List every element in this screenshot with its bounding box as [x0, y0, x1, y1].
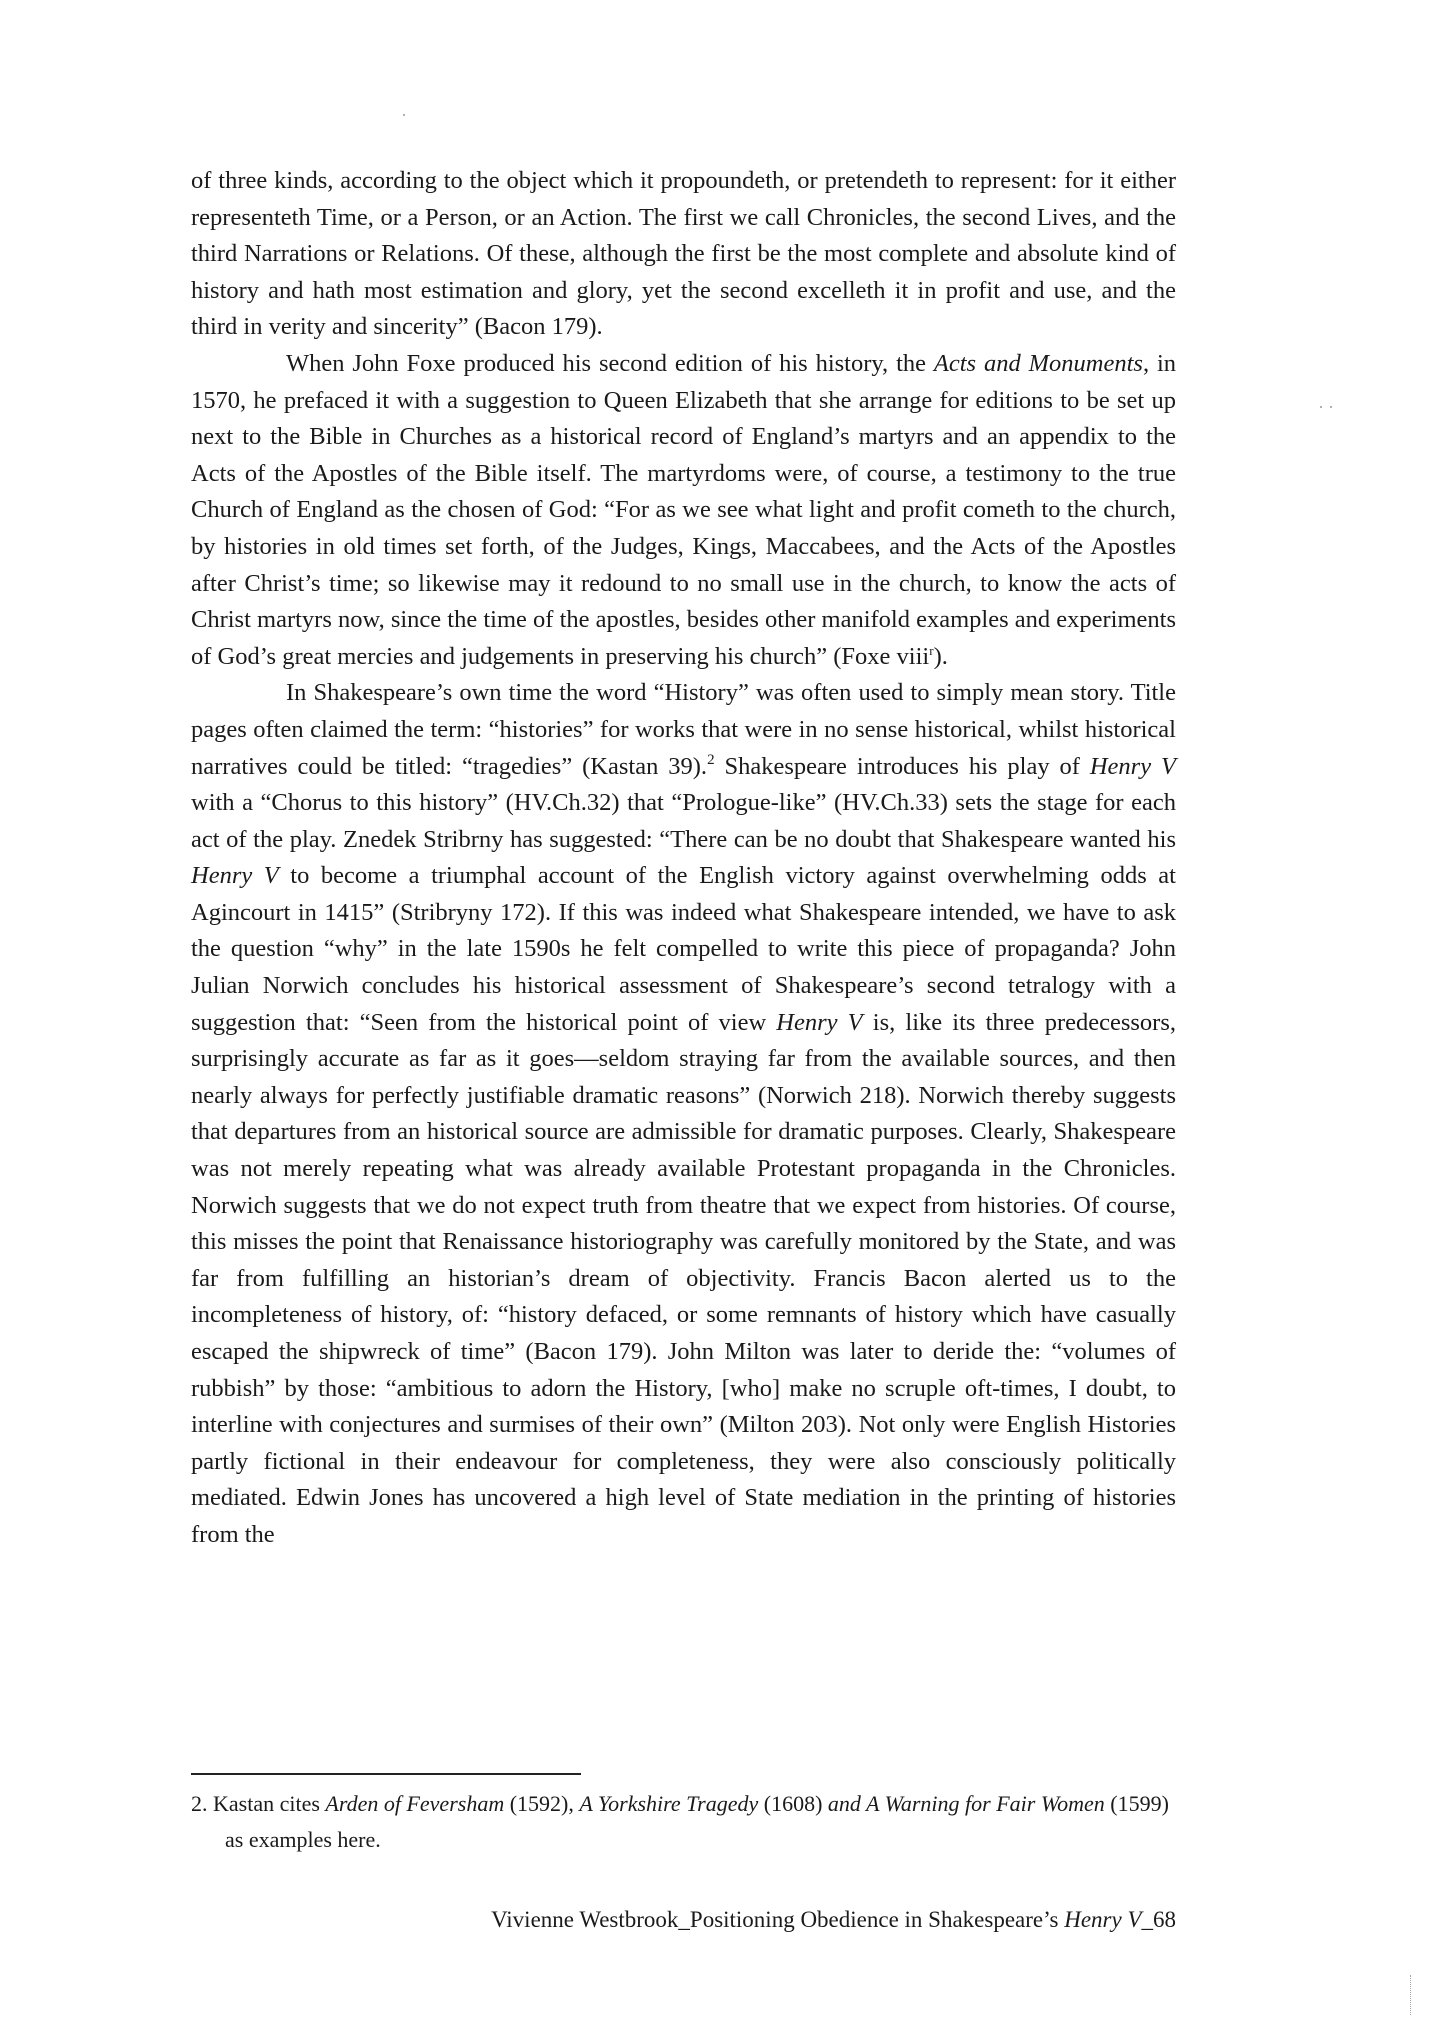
running-footer [491, 1905, 1176, 1935]
text-run: (1592), [504, 1791, 580, 1816]
paragraph-1: of three kinds, according to the object which it propoundeth, or pretendeth to represent: for it either representeth Time, or a Person, or an Action. The first we call Chronicles, the second Lives, and the third Narrations or Relations. Of these, although the first be the most complete and absolute kind of history and hath most estimation and glory, yet the second excelleth it in profit and use, and the third in verity and sincerity” (Bacon 179). [191, 167, 1176, 341]
footnote-divider [191, 1773, 581, 1775]
footnote [191, 1786, 1176, 1858]
footer-text: Vivienne Westbrook_Positioning Obedience in Shakespeare’s [491, 1907, 1065, 1932]
scan-speck [1330, 406, 1332, 408]
text-run: , in 1570, he prefaced it with a suggestion to Queen Elizabeth that she arrange for editions to be set up next to the Bible in Churches as a historical record of England’s martyrs and an appendix to the Acts of the Apostles of the Bible itself. The martyrdoms were, of course, a testimony to the true Church of England as the chosen of God: “For as we see what light and profit cometh to the church, by histories in old times set forth, of the Judges, Kings, Maccabees, and the Acts of the Apostles after Christ’s time; so likewise may it redound to no small use in the church, to know the acts of Christ martyrs now, since the time of the apostles, besides other manifold examples and experiments of God’s great mercies and judgements in preserving his church” (Foxe viii [191, 349, 1177, 670]
text-run: In Shakespeare’s own time the word “History” was often used to simply mean story. Title pages often claimed the term: “histories” for works that were in no sense historical, whilst historical narratives could be titled: “tragedies” (Kastan 39). [191, 679, 1176, 780]
italic-title: Acts and Monuments [933, 349, 1143, 377]
paragraph-3 [191, 675, 1176, 1553]
text-run: ). [933, 642, 948, 670]
text-run: to become a triumphal account of the English victory against overwhelming odds at Agincourt in 1415” (Stribryny 172). If this was indeed what Shakespeare intended, we have to ask the question “why” in the late 1590s he felt compelled to write this piece of propaganda? John Julian Norwich concludes his historical assessment of Shakespeare’s second tetralogy with a suggestion that: “Seen from the historical point of view [191, 862, 1176, 1036]
text-run: Kastan cites [207, 1791, 326, 1816]
italic-title: A Yorkshire Tragedy [579, 1791, 759, 1816]
text-run: is, like its three predecessors, surprisingly accurate as far as it goes—seldom straying far from the available sources, and then nearly always for perfectly justifiable dramatic reasons” (Norwich 218). Norwich thereby suggests that departures from an historical source are admissible for dramatic purposes. Clearly, Shakespeare was not merely repeating what was already available Protestant propaganda in the Chronicles. Norwich suggests that we do not expect truth from theatre that we expect from histories. Of course, this misses the point that Renaissance historiography was carefully monitored by the State, and was far from fulfilling an historian’s dream of objectivity. Francis Bacon alerted us to the incompleteness of history, of: “history defaced, or some remnants of history which have casually escaped the shipwreck of time” (Bacon 179). John Milton was later to deride the: “volumes of rubbish” by those: “ambitious to adorn the History, [who] make no scruple oft-times, I doubt, to interline with conjectures and surmises of their own” (Milton 203). Not only were English Histories partly fictional in their endeavour for completeness, they were also consciously politically mediated. Edwin Jones has uncovered a high level of State mediation in the printing of histories from the [191, 1008, 1176, 1548]
scan-speck [1320, 406, 1322, 408]
text-run: When John Foxe produced his second edition of his history, the [286, 349, 934, 377]
scan-speck [403, 114, 405, 116]
text-run: (1599) as examples here. [225, 1791, 1169, 1852]
text-run: with a “Chorus to this history” (HV.Ch.32) that “Prologue-like” (HV.Ch.33) sets the stage for each act of the play. Znedek Stribrny has suggested: “There can be no doubt that Shakespeare wanted his [191, 789, 1176, 853]
footnote-number: 2. [191, 1791, 208, 1816]
body-text [191, 163, 1176, 1554]
footer-italic-title: Henry V [1064, 1907, 1142, 1932]
page-number: _68 [1141, 1907, 1176, 1932]
paragraph-2 [191, 346, 1176, 675]
italic-title: Henry V [1089, 752, 1176, 780]
italic-title: and A Warning for Fair Women [827, 1791, 1105, 1816]
text-run: Shakespeare introduces his play of [714, 752, 1090, 780]
superscript: r [929, 642, 934, 658]
text-run: (1608) [758, 1791, 828, 1816]
footnote-reference: 2 [707, 751, 715, 768]
italic-title: Henry V [776, 1008, 863, 1036]
italic-title: Arden of Feversham [325, 1791, 505, 1816]
italic-title: Henry V [191, 862, 279, 890]
scan-edge-mark [1410, 1975, 1412, 2015]
